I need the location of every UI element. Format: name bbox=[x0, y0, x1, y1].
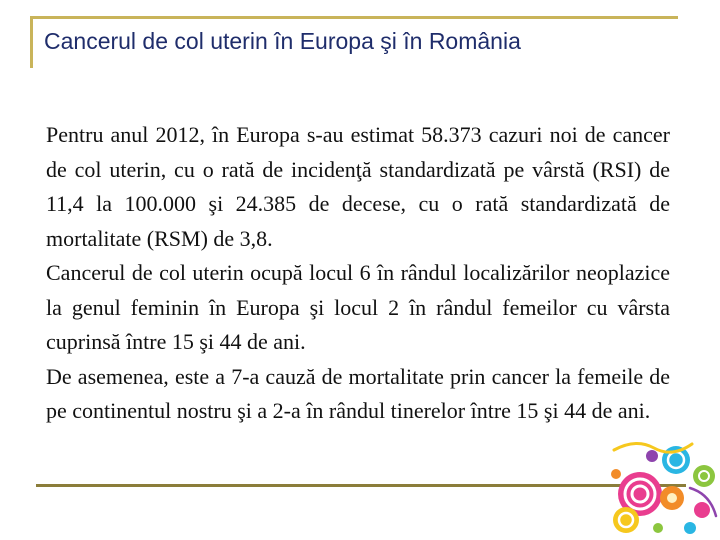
title-frame-left-border bbox=[30, 16, 33, 68]
title-frame-top-border bbox=[30, 16, 678, 19]
paragraph-ranking: Cancerul de col uterin ocupă locul 6 în rândul localizărilor neoplazice la genul feminin în Europa şi locul 2 în rândul femeilor cu vârsta cuprinsă între 15 şi 44 de ani. bbox=[46, 260, 670, 354]
colorful-swirls-icon bbox=[606, 436, 720, 540]
slide-title: Cancerul de col uterin în Europa şi în România bbox=[44, 28, 521, 54]
paragraph-mortality: De asemenea, este a 7-a cauză de mortalitate prin cancer la femeile de pe continentul nostru şi a 2-a în rândul tinerelor între 15 şi 44 de ani. bbox=[46, 363, 670, 423]
slide-body bbox=[46, 118, 670, 429]
bottom-divider bbox=[36, 484, 686, 487]
paragraph-incidence: Pentru anul 2012, în Europa s-au estimat 58.373 cazuri noi de cancer de col uterin, cu o rată de incidenţă standardizată pe vârstă (RSI) de 11,4 la 100.000 şi 24.385 de decese, cu o rată standardizată de mortalitate (RSM) de 3,8. bbox=[46, 122, 670, 251]
